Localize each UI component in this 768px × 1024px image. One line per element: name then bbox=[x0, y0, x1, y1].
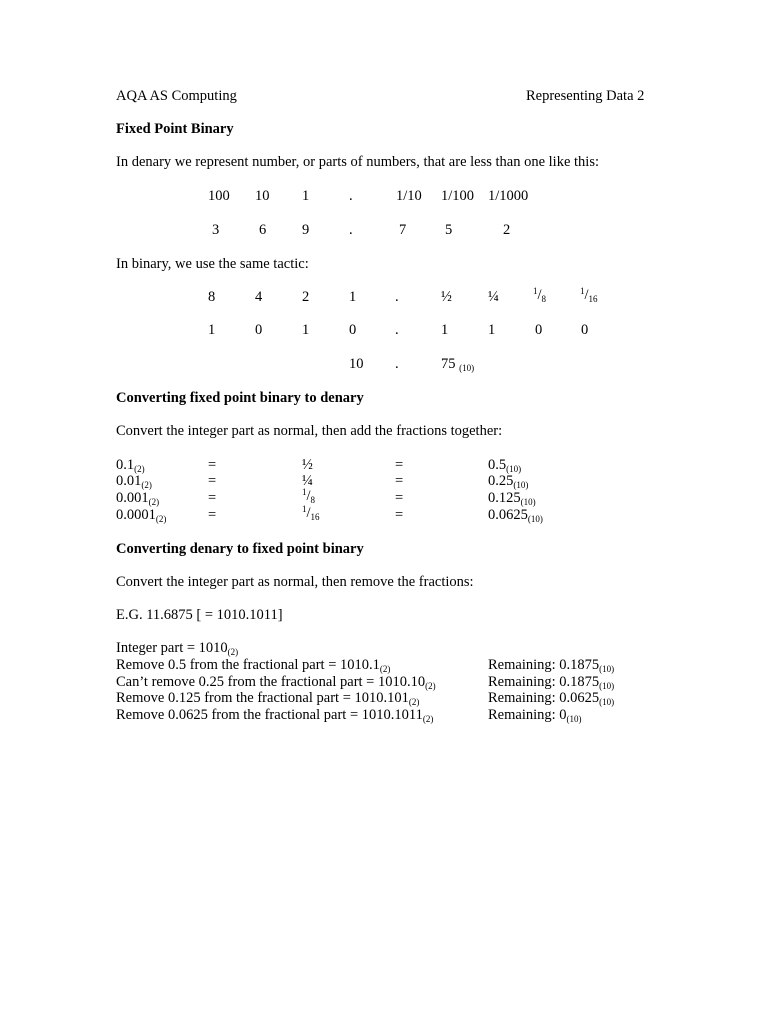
remaining-value: Remaining: $0.1875_{(10)}$ bbox=[488, 674, 615, 691]
heading-fixed-point-binary: Fixed Point Binary bbox=[116, 121, 234, 137]
fraction-numerator: 1 bbox=[580, 286, 585, 296]
denary-value: $0.125_{(10)}$ bbox=[488, 490, 536, 507]
binary-digit: 1 bbox=[441, 322, 449, 338]
binary-header-fraction: $^1/_8$ bbox=[533, 286, 547, 304]
binary-digit: . bbox=[395, 322, 399, 338]
denary-digit: 3 bbox=[212, 222, 220, 238]
denary-header: 1/10 bbox=[396, 188, 422, 204]
denary-header: . bbox=[349, 188, 353, 204]
denary-digit: 9 bbox=[302, 222, 310, 238]
equals-sign: = bbox=[208, 473, 217, 489]
binary-header: 4 bbox=[255, 289, 263, 305]
fraction-value: $^1/_8$ bbox=[302, 487, 316, 505]
result-fraction-digits: 75 bbox=[441, 356, 456, 372]
fraction-denominator: 16 bbox=[588, 294, 598, 304]
denary-digit: 6 bbox=[259, 222, 267, 238]
binary-header: ¼ bbox=[488, 289, 499, 305]
denary-digit: 2 bbox=[503, 222, 511, 238]
fraction-value: ¼ bbox=[302, 473, 313, 489]
denary-digit: 5 bbox=[445, 222, 453, 238]
binary-digit: 1 bbox=[302, 322, 310, 338]
denary-value: $0.0625_{(10)}$ bbox=[488, 507, 543, 524]
denary-header: 1/1000 bbox=[488, 188, 529, 204]
remaining-value: Remaining: $0.1875_{(10)}$ bbox=[488, 657, 615, 674]
equals-sign: = bbox=[395, 507, 404, 523]
fraction-numerator: 1 bbox=[533, 286, 538, 296]
binary-digit: 0 bbox=[535, 322, 543, 338]
denary-intro: In denary we represent number, or parts of numbers, that are less than one like this: bbox=[116, 154, 600, 170]
equals-sign: = bbox=[395, 490, 404, 506]
remaining-value: Remaining: $0_{(10)}$ bbox=[488, 707, 582, 724]
heading-denary-to-binary: Converting denary to fixed point binary bbox=[116, 541, 364, 557]
denary-value: $0.25_{(10)}$ bbox=[488, 473, 529, 490]
equals-sign: = bbox=[395, 457, 404, 473]
result-fraction bbox=[441, 357, 474, 372]
result-base: (10) bbox=[459, 363, 475, 373]
binary-to-denary-intro: Convert the integer part as normal, then add the fractions together: bbox=[116, 423, 503, 439]
step-line: Can’t remove 0.25 from the fractional part = $1010.10_{(2)}$ bbox=[116, 674, 436, 691]
denary-value: $0.5_{(10)}$ bbox=[488, 457, 522, 474]
fraction-value: $^1/_{16}$ bbox=[302, 504, 320, 522]
denary-digit: . bbox=[349, 222, 353, 238]
binary-header-fraction: $^1/_{16}$ bbox=[580, 286, 598, 304]
binary-digit: 0 bbox=[255, 322, 263, 338]
binary-digit: 0 bbox=[581, 322, 589, 338]
fraction-denominator: 8 bbox=[541, 294, 547, 304]
fraction-value: ½ bbox=[302, 457, 313, 473]
denary-digit: 7 bbox=[399, 222, 407, 238]
equals-sign: = bbox=[395, 473, 404, 489]
binary-intro: In binary, we use the same tactic: bbox=[116, 256, 309, 272]
denary-to-binary-intro: Convert the integer part as normal, then remove the fractions: bbox=[116, 574, 474, 590]
binary-header: 1 bbox=[349, 289, 357, 305]
remaining-value: Remaining: $0.0625_{(10)}$ bbox=[488, 690, 615, 707]
denary-header: 1 bbox=[302, 188, 310, 204]
denary-header: 10 bbox=[255, 188, 270, 204]
equals-sign: = bbox=[208, 507, 217, 523]
binary-value: $0.01_{(2)}$ bbox=[116, 473, 152, 490]
binary-digit: 0 bbox=[349, 322, 357, 338]
integer-part-line: Integer part = $1010_{(2)}$ bbox=[116, 640, 239, 657]
step-line: Remove 0.5 from the fractional part = $1010.1_{(2)}$ bbox=[116, 657, 391, 674]
binary-header: 8 bbox=[208, 289, 216, 305]
binary-header: ½ bbox=[441, 289, 452, 305]
binary-digit: 1 bbox=[208, 322, 216, 338]
result-dot: . bbox=[395, 356, 399, 372]
binary-digit: 1 bbox=[488, 322, 496, 338]
denary-header: 1/100 bbox=[441, 188, 475, 204]
header-right: Representing Data 2 bbox=[526, 88, 645, 104]
binary-header: . bbox=[395, 289, 399, 305]
example-line: E.G. 11.6875 [ = 1010.1011] bbox=[116, 607, 283, 623]
binary-value: $0.0001_{(2)}$ bbox=[116, 507, 167, 524]
step-line: Remove 0.125 from the fractional part = $1010.101_{(2)}$ bbox=[116, 690, 420, 707]
denary-header: 100 bbox=[208, 188, 230, 204]
step-line: Remove 0.0625 from the fractional part = $1010.1011_{(2)}$ bbox=[116, 707, 434, 724]
binary-value: $0.001_{(2)}$ bbox=[116, 490, 160, 507]
binary-header: 2 bbox=[302, 289, 310, 305]
binary-value: $0.1_{(2)}$ bbox=[116, 457, 145, 474]
result-integer: 10 bbox=[349, 356, 364, 372]
heading-binary-to-denary: Converting fixed point binary to denary bbox=[116, 390, 364, 406]
equals-sign: = bbox=[208, 490, 217, 506]
header-left: AQA AS Computing bbox=[116, 88, 237, 104]
equals-sign: = bbox=[208, 457, 217, 473]
